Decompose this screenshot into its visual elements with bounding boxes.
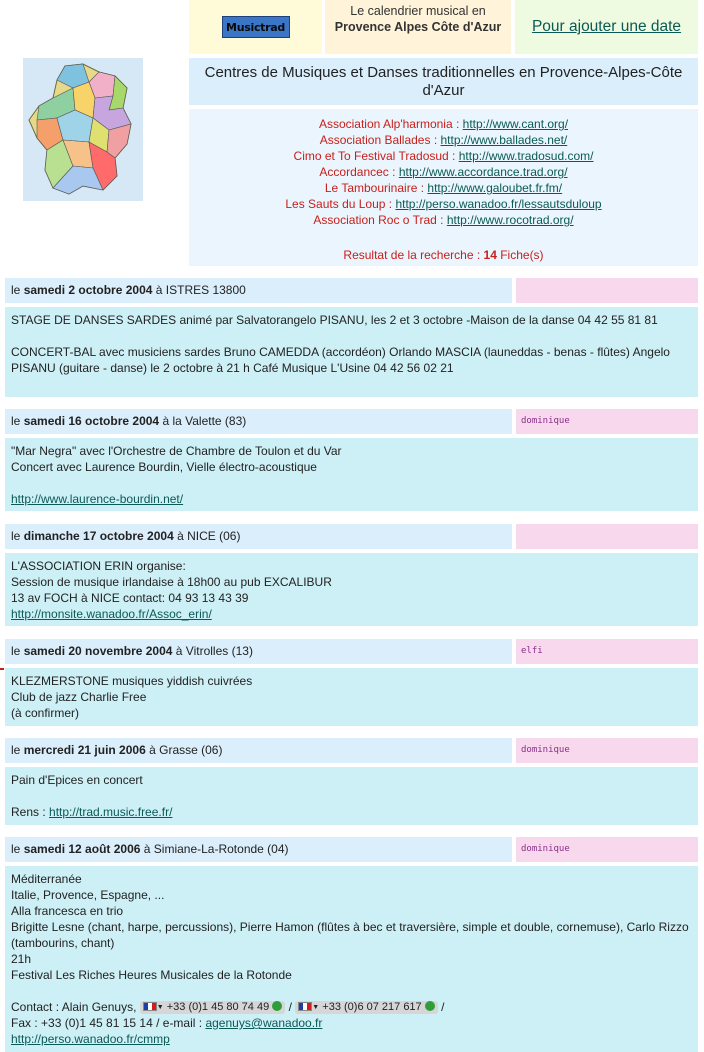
fax-line	[11, 1015, 692, 1031]
france-map	[23, 58, 143, 201]
event-text: Italie, Provence, Espagne, ...	[11, 888, 165, 902]
event-header: le samedi 20 novembre 2004 à Vitrolles (13)	[5, 639, 512, 664]
event-text: Festival Les Riches Heures Musicales de la Rotonde	[11, 968, 292, 982]
association-link[interactable]: http://www.accordance.trad.org/	[398, 165, 568, 179]
association-link[interactable]: http://perso.wanadoo.fr/lessautsduloup	[395, 197, 602, 211]
event-body	[5, 307, 698, 397]
event-text: Session de musique irlandaise à 18h00 au pub EXCALIBUR	[11, 575, 332, 589]
association-item: Les Sauts du Loup : http://perso.wanadoo.fr/lessautsduloup	[285, 197, 602, 211]
event-body	[5, 438, 698, 511]
event-place: à Grasse (06)	[149, 743, 223, 757]
logo-cell	[189, 0, 322, 54]
event-date: samedi 16 octobre 2004	[23, 414, 160, 428]
event-text: Club de jazz Charlie Free	[11, 690, 147, 704]
email-link[interactable]: agenuys@wanadoo.fr	[205, 1016, 323, 1030]
association-item: Association Ballades : http://www.ballades.net/	[319, 133, 568, 147]
event-link-label: Rens :	[11, 805, 46, 819]
chevron-down-icon: ▼	[156, 1004, 164, 1011]
phone-number: +33 (0)6 07 217 617	[322, 1001, 422, 1013]
event-body	[5, 668, 698, 726]
event-text: KLEZMERSTONE musiques yiddish cuivrées	[11, 674, 253, 688]
event-user: dominique	[516, 738, 698, 763]
french-flag-icon	[143, 1002, 157, 1011]
event-user: elfi	[516, 639, 698, 664]
association-link[interactable]: http://www.rocotrad.org/	[446, 213, 574, 227]
association-link[interactable]: http://www.ballades.net/	[440, 133, 568, 147]
contact-line: Contact : Alain Genuys, ▼ +33 (0)1 45 80 74 49 / ▼ +33 (0)6 07 217 617 /	[11, 1000, 445, 1014]
event-header: le samedi 12 août 2006 à Simiane-La-Rotonde (04)	[5, 837, 512, 862]
event-text: Pain d'Epices en concert	[11, 773, 143, 787]
event-text: CONCERT-BAL avec musiciens sardes Bruno CAMEDDA (accordéon) Orlando MASCIA (launeddas - benas - flûtes) Angelo PISANU (guitare - danse) le 2 octobre à 21 h Café Musique L'Usine 04 42 56 02 21	[11, 345, 670, 375]
event-body	[5, 553, 698, 626]
event-link[interactable]: http://www.laurence-bourdin.net/	[11, 492, 184, 506]
calendar-title	[325, 0, 511, 54]
call-icon[interactable]	[272, 1001, 282, 1011]
event-header: le dimanche 17 octobre 2004 à NICE (06)	[5, 524, 512, 549]
event-user: dominique	[516, 837, 698, 862]
event-user	[516, 278, 698, 303]
event-body	[5, 866, 698, 1052]
add-date-link[interactable]: Pour ajouter une date	[531, 18, 682, 35]
association-item: Le Tambourinaire : http://www.galoubet.fr.fm/	[324, 181, 563, 195]
event-header: le samedi 16 octobre 2004 à la Valette (83)	[5, 409, 512, 434]
event-text	[11, 788, 692, 804]
event-date: dimanche 17 octobre 2004	[23, 529, 174, 543]
associations-list	[189, 109, 698, 266]
page-title: Centres de Musiques et Danses traditionnelles en Provence-Alpes-Côte d'Azur	[189, 58, 698, 105]
result-count: 14	[483, 248, 497, 262]
event-text: "Mar Negra" avec l'Orchestre de Chambre de Toulon et du Var	[11, 444, 342, 458]
fax-text: Fax : +33 (0)1 45 81 15 14 / e-mail :	[11, 1016, 203, 1030]
event-header: le samedi 2 octobre 2004 à ISTRES 13800	[5, 278, 512, 303]
event-date: samedi 2 octobre 2004	[23, 283, 153, 297]
france-map-icon	[23, 58, 143, 201]
event-text	[11, 983, 692, 999]
chevron-down-icon: ▼	[312, 1004, 320, 1011]
event-text: 13 av FOCH à NICE contact: 04 93 13 43 39	[11, 591, 249, 605]
search-result: Resultat de la recherche : 14 Fiche(s)	[343, 248, 544, 262]
association-link[interactable]: http://www.cant.org/	[462, 117, 569, 131]
event-header: le mercredi 21 juin 2006 à Grasse (06)	[5, 738, 512, 763]
event-date: samedi 12 août 2006	[23, 842, 141, 856]
french-flag-icon	[298, 1002, 312, 1011]
event-text: STAGE DE DANSES SARDES animé par Salvatorangelo PISANU, les 2 et 3 octobre -Maison de la danse 04 42 55 81 81	[11, 313, 658, 327]
event-text	[11, 328, 692, 344]
musictrad-logo[interactable]: Musictrad	[222, 16, 290, 38]
event-user: dominique	[516, 409, 698, 434]
event-link[interactable]: http://monsite.wanadoo.fr/Assoc_erin/	[11, 607, 212, 621]
association-item: Accordancec : http://www.accordance.trad.org/	[319, 165, 568, 179]
phone-widget[interactable]	[140, 1001, 286, 1014]
event-place: à Simiane-La-Rotonde (04)	[143, 842, 289, 856]
event-text: (à confirmer)	[11, 706, 80, 720]
event-date: mercredi 21 juin 2006	[23, 743, 146, 757]
add-date-cell	[515, 0, 698, 54]
calendar-line-2: Provence Alpes Côte d'Azur	[334, 20, 502, 34]
event-link[interactable]: http://perso.wanadoo.fr/cmmp	[11, 1032, 170, 1046]
event-text: 21h	[11, 952, 32, 966]
event-text: Alla francesca en trio	[11, 904, 124, 918]
edge-mark	[0, 668, 4, 670]
event-text: Concert avec Laurence Bourdin, Vielle électro-acoustique	[11, 460, 317, 474]
event-text	[11, 475, 692, 491]
phone-widget[interactable]	[295, 1001, 437, 1014]
association-item: Association Roc o Trad : http://www.rocotrad.org/	[313, 213, 574, 227]
contact-label: Contact : Alain Genuys,	[11, 1000, 137, 1014]
event-text: Brigitte Lesne (chant, harpe, percussions), Pierre Hamon (flûtes à bec et traversière, simple et double, cornemuse), Carlo Rizzo (tambourins, chant)	[11, 920, 689, 950]
association-item: Association Alp'harmonia : http://www.cant.org/	[318, 117, 569, 131]
event-link[interactable]: http://trad.music.free.fr/	[49, 805, 173, 819]
event-place: à la Valette (83)	[162, 414, 247, 428]
association-link[interactable]: http://www.tradosud.com/	[458, 149, 594, 163]
event-text: Méditerranée	[11, 872, 82, 886]
event-place: à NICE (06)	[177, 529, 241, 543]
association-link[interactable]: http://www.galoubet.fr.fm/	[427, 181, 563, 195]
phone-number: +33 (0)1 45 80 74 49	[166, 1001, 270, 1013]
calendar-line-1: Le calendrier musical en	[350, 4, 486, 18]
event-date: samedi 20 novembre 2004	[23, 644, 173, 658]
event-place: à ISTRES 13800	[155, 283, 246, 297]
event-place: à Vitrolles (13)	[175, 644, 253, 658]
event-body	[5, 767, 698, 825]
association-item: Cimo et To Festival Tradosud : http://www.tradosud.com/	[293, 149, 594, 163]
call-icon[interactable]	[425, 1001, 435, 1011]
event-user	[516, 524, 698, 549]
event-text: L'ASSOCIATION ERIN organise:	[11, 559, 186, 573]
